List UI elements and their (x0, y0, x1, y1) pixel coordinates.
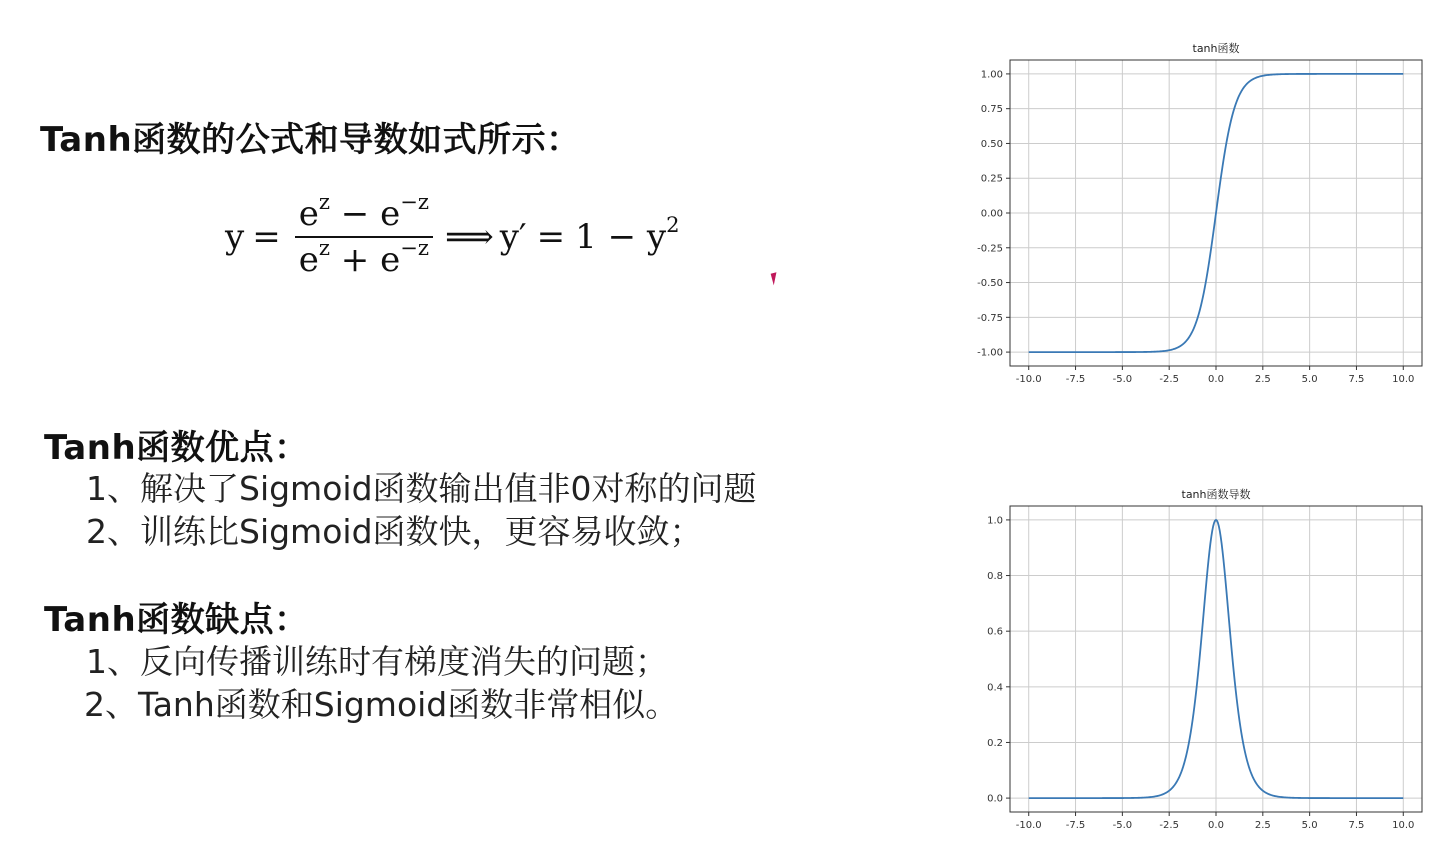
y-tick-label: 0.00 (980, 208, 1003, 220)
y-tick-label: -1.00 (977, 347, 1003, 359)
fraction-denominator: $e^z + e^{-z}$ (298, 235, 429, 280)
data-point (1121, 351, 1123, 353)
y-tick-label: -0.75 (977, 312, 1003, 324)
data-point (1168, 789, 1170, 791)
data-point (1252, 777, 1254, 779)
y-tick-label: 1.00 (980, 69, 1003, 81)
x-tick-label: 5.0 (1301, 820, 1318, 831)
y-tick-label: 0.6 (987, 626, 1003, 638)
y-tick-label: 0.4 (987, 682, 1003, 694)
disadvantage-item-1: 1、反向传播训练时有梯度消失的问题； (86, 642, 668, 681)
data-point (1355, 797, 1357, 799)
x-tick-label: 10.0 (1392, 820, 1415, 831)
data-point (1402, 73, 1404, 75)
formula-fraction (295, 189, 433, 282)
data-point (1234, 680, 1236, 682)
y-tick-label: 0.25 (980, 173, 1003, 185)
data-point (1215, 519, 1217, 521)
advantage-item-2: 2、训练比Sigmoid函数快，更容易收敛； (86, 512, 703, 551)
data-point (1028, 351, 1030, 353)
chart-title: tanh函数 (1192, 42, 1240, 55)
derivative-rhs: $1 - y^2$ (575, 212, 680, 257)
data-point (1187, 747, 1189, 749)
y-tick-label: 0.2 (987, 737, 1003, 749)
data-point (1402, 797, 1404, 799)
data-point (1224, 578, 1226, 580)
x-tick-label: -7.5 (1065, 820, 1086, 831)
data-point (1308, 797, 1310, 799)
data-point (1224, 148, 1226, 150)
x-tick-label: 10.0 (1392, 374, 1415, 385)
x-tick-label: 5.0 (1301, 374, 1318, 385)
data-point (1215, 212, 1217, 214)
fraction-numerator: $e^z - e^{-z}$ (298, 189, 429, 234)
y-tick-label: 0.75 (980, 104, 1003, 116)
data-point (1196, 680, 1198, 682)
implies-arrow: ⟹ (444, 217, 494, 257)
data-point (1168, 349, 1170, 351)
x-tick-label: -2.5 (1159, 820, 1179, 831)
data-point (1355, 73, 1357, 75)
data-point (1243, 747, 1245, 749)
advantages-heading: Tanh函数优点： (44, 428, 309, 468)
x-tick-label: 0.0 (1208, 374, 1224, 385)
data-point (1205, 276, 1207, 278)
data-point (1252, 78, 1254, 80)
disadvantage-item-2: 2、Tanh函数和Sigmoid函数非常相似。 (84, 685, 679, 724)
y-tick-label: 0.50 (980, 138, 1003, 150)
data-point (1121, 797, 1123, 799)
data-point (1177, 346, 1179, 348)
disadvantages-heading: Tanh函数缺点： (44, 600, 309, 640)
data-point (1028, 797, 1030, 799)
x-tick-label: -10.0 (1015, 374, 1042, 385)
x-tick-label: -5.0 (1112, 374, 1133, 385)
y-tick-label: 0.8 (987, 571, 1003, 583)
x-tick-label: 7.5 (1348, 820, 1365, 831)
x-tick-label: 7.5 (1348, 374, 1365, 385)
data-point (1308, 73, 1310, 75)
y-tick-label: 0.0 (987, 793, 1003, 805)
data-point (1187, 338, 1189, 340)
data-point (1074, 797, 1076, 799)
x-tick-label: 2.5 (1254, 374, 1271, 385)
x-tick-label: 2.5 (1254, 820, 1271, 831)
formula-eq-2: = (536, 217, 566, 257)
formula-lhs: y (225, 217, 245, 257)
data-point (1074, 351, 1076, 353)
x-tick-label: -10.0 (1015, 820, 1042, 831)
data-point (1205, 578, 1207, 580)
tanh-derivative-chart (960, 482, 1430, 837)
x-tick-label: -5.0 (1112, 820, 1133, 831)
data-point (1262, 789, 1264, 791)
y-tick-label: -0.25 (977, 243, 1003, 255)
x-tick-label: -7.5 (1065, 374, 1086, 385)
tanh-chart (960, 36, 1430, 396)
y-tick-label: 1.0 (987, 515, 1003, 527)
advantage-item-1: 1、解决了Sigmoid函数输出值非0对称的问题 (86, 469, 757, 508)
data-point (1234, 106, 1236, 108)
data-point (1177, 777, 1179, 779)
data-point (1196, 318, 1198, 320)
formula-heading: Tanh函数的公式和导数如式所示： (40, 120, 581, 160)
data-point (1243, 86, 1245, 88)
y-tick-label: -0.50 (977, 278, 1003, 290)
x-tick-label: 0.0 (1208, 820, 1224, 831)
chart-title: tanh函数导数 (1181, 488, 1251, 501)
derivative-lhs: y′ (499, 217, 527, 257)
x-tick-label: -2.5 (1159, 374, 1179, 385)
formula-eq: = (252, 217, 281, 257)
tanh-formula (225, 189, 680, 282)
data-point (1262, 75, 1264, 77)
mouse-pointer-icon (771, 271, 786, 286)
